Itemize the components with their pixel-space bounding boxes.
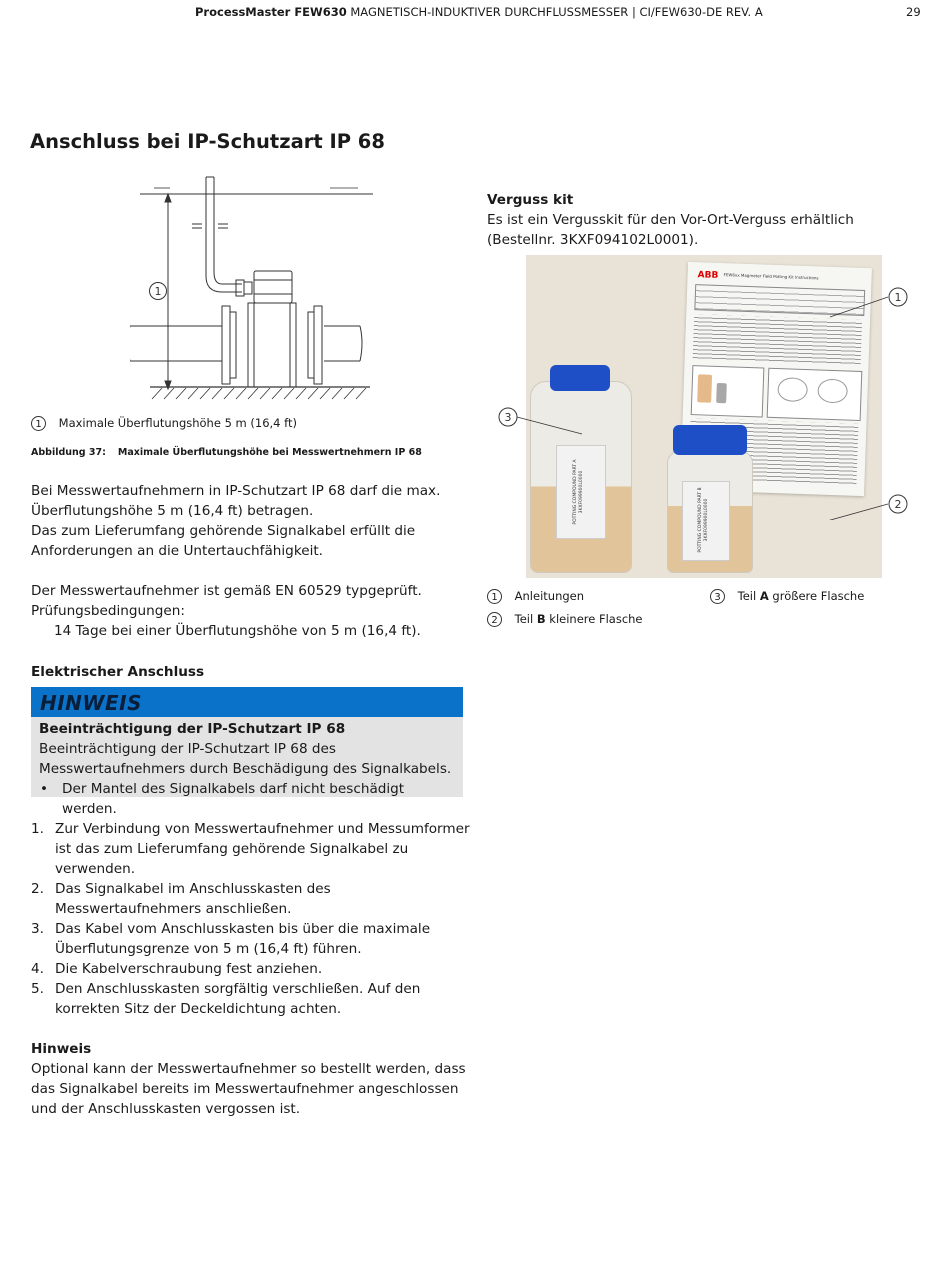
bottle-b-label: POTTING COMPOUND PART B 3KXF099900L0000 [682,481,730,561]
intro-paragraph: Bei Messwertaufnehmern in IP-Schutzart IP 68 darf die max. Überflutungshöhe 5 m (16,4 ft) betragen. Das zum Lieferumfang gehörende Signalkabel erfüllt die Anforderungen an die Untertauchfähigkeit. Der Messwertaufnehmer ist gemäß EN 60529 typgeprüft. Prüfungsbedingungen: 14 Tage bei einer Überflutungshöhe von 5 m (16,4 ft). [31,481,471,641]
photo-legend-2: 2 Teil B kleinere Flasche [487,612,643,627]
kit-section: Verguss kit Es ist ein Vergusskit für den Vor-Ort-Verguss erhältlich (Bestellnr. 3KXF094102L0001). [487,190,907,250]
photo-legend-3: 3 Teil A größere Flasche [710,589,864,604]
photo-legend-1: 1 Anleitungen [487,589,584,604]
section-title: Anschluss bei IP-Schutzart IP 68 [30,130,385,153]
legend-text: Maximale Überflutungshöhe 5 m (16,4 ft) [58,416,297,430]
notice-label: HINWEIS [31,687,463,717]
page-number: 29 [906,5,921,19]
step-item: 3. Das Kabel vom Anschlusskasten bis über die maximale Überflutungsgrenze von 5 m (16,4 ft) führen. [31,921,431,957]
ip68-submersion-drawing [130,172,380,404]
step-item: 2. Das Signalkabel im Anschlusskasten des Messwertaufnehmers anschließen. [31,881,331,917]
header-title: ProcessMaster FEW630 MAGNETISCH-INDUKTIVER DURCHFLUSSMESSER | CI/FEW630-DE REV. A [195,5,763,19]
hint-heading: Hinweis [31,1041,92,1057]
electrical-heading: Elektrischer Anschluss [31,664,205,680]
step-item: 5. Den Anschlusskasten sorgfältig verschließen. Auf den korrekten Sitz der Deckeldichtung achten. [31,981,421,1017]
kit-heading: Verguss kit [487,192,574,208]
drawing-callout-1: 1 [154,285,162,298]
notice-bullet: • Der Mantel des Signalkabels darf nicht beschädigt werden. [40,781,405,817]
photo-callouts [490,280,920,520]
notice-title: Beeinträchtigung der IP-Schutzart IP 68 [39,721,346,737]
notice-box [31,687,463,817]
steps-list [31,819,471,1019]
step-item: 1. Zur Verbindung von Messwertaufnehmer und Messumformer ist das zum Lieferumfang gehörende Signalkabel zu verwenden. [31,821,470,877]
test-condition: 14 Tage bei einer Überflutungshöhe von 5 m (16,4 ft). [54,623,421,639]
step-item: 4. Die Kabelverschraubung fest anziehen. [31,961,323,977]
photo-callout-2: 2 [894,498,902,511]
figure-legend [31,416,297,431]
hint-section: Hinweis Optional kann der Messwertaufnehmer so bestellt werden, dass das Signalkabel bereits im Messwertaufnehmer angeschlossen und der Anschlusskasten vergossen ist. [31,1039,471,1119]
legend-callout: 1 [31,416,46,431]
figure-caption: Abbildung 37: Maximale Überflutungshöhe bei Messwertnehmern IP 68 [31,447,422,458]
sheet-title: FEW6xx Magmeter Field Potting Kit Instructions [723,272,819,281]
bottle-a-label: POTTING COMPOUND PART A 3KXF099900L0000 [556,445,606,539]
notice-body: Beeinträchtigung der IP-Schutzart IP 68 Beeinträchtigung der IP-Schutzart IP 68 des Messwertaufnehmers durch Beschädigung des Signalkabels. • Der Mantel des Signalkabels darf nicht beschädigt werden. [31,717,463,797]
abb-logo: ABB [697,270,719,281]
photo-callout-3: 3 [504,411,512,424]
photo-callout-1: 1 [894,291,902,304]
